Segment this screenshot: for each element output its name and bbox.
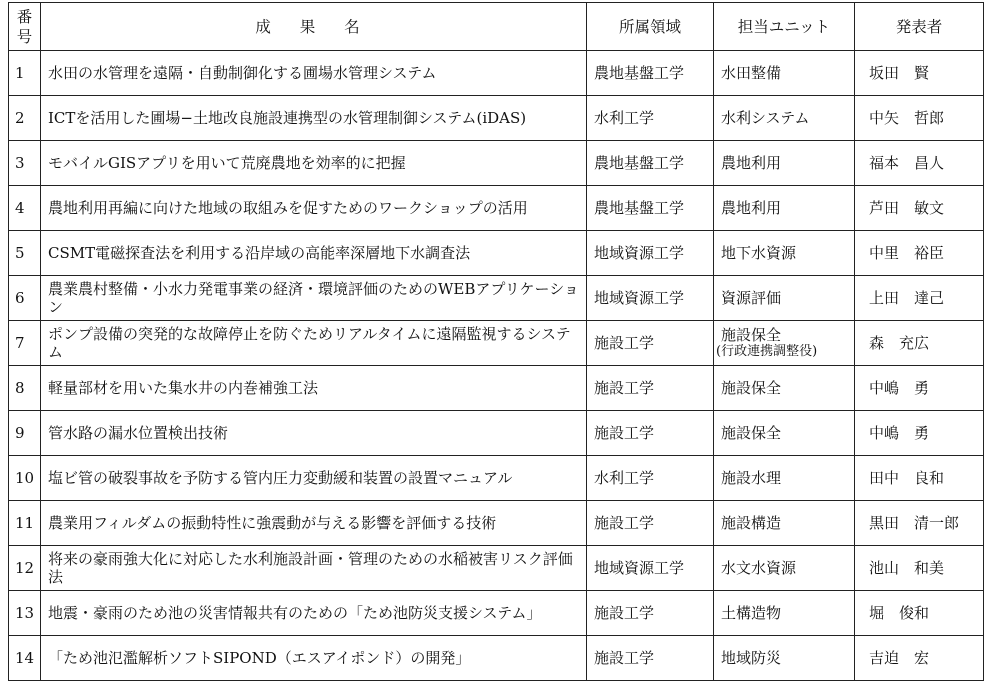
field-cell: 施設工学 bbox=[587, 366, 714, 411]
header-title: 成 果 名 bbox=[41, 3, 587, 51]
table-row bbox=[9, 96, 984, 141]
unit-name: 施設保全 bbox=[721, 326, 782, 344]
unit-sub-note: (行政連携調整役) bbox=[716, 344, 818, 359]
unit-name: 施設保全 bbox=[721, 424, 782, 442]
unit-cell bbox=[714, 546, 855, 591]
presenter-cell: 堀 俊和 bbox=[855, 591, 984, 636]
header-unit: 担当ユニット bbox=[714, 3, 855, 51]
result-title: CSMT電磁探査法を利用する沿岸域の高能率深層地下水調査法 bbox=[41, 231, 587, 276]
unit-name: 農地利用 bbox=[721, 154, 782, 172]
field-cell: 農地基盤工学 bbox=[587, 141, 714, 186]
unit-cell bbox=[714, 366, 855, 411]
row-number: 10 bbox=[9, 456, 41, 501]
result-title: モバイルGISアプリを用いて荒廃農地を効率的に把握 bbox=[41, 141, 587, 186]
results-table bbox=[8, 2, 984, 681]
field-cell: 水利工学 bbox=[587, 456, 714, 501]
unit-name: 施設構造 bbox=[721, 514, 782, 532]
row-number: 7 bbox=[9, 321, 41, 366]
presenter-cell: 芦田 敏文 bbox=[855, 186, 984, 231]
table-row bbox=[9, 366, 984, 411]
result-title: 軽量部材を用いた集水井の内巻補強工法 bbox=[41, 366, 587, 411]
field-cell: 施設工学 bbox=[587, 591, 714, 636]
unit-name: 資源評価 bbox=[721, 289, 782, 307]
unit-cell bbox=[714, 51, 855, 96]
field-cell: 地域資源工学 bbox=[587, 546, 714, 591]
field-cell: 施設工学 bbox=[587, 636, 714, 681]
table-body bbox=[9, 51, 984, 681]
result-title: 農地利用再編に向けた地域の取組みを促すためのワークショップの活用 bbox=[41, 186, 587, 231]
unit-cell bbox=[714, 636, 855, 681]
header-row bbox=[9, 3, 984, 51]
table-row bbox=[9, 276, 984, 321]
header-field: 所属領域 bbox=[587, 3, 714, 51]
unit-cell bbox=[714, 231, 855, 276]
table-row bbox=[9, 231, 984, 276]
result-title: ICTを活用した圃場−土地改良施設連携型の水管理制御システム(iDAS) bbox=[41, 96, 587, 141]
table-row bbox=[9, 411, 984, 456]
field-cell: 農地基盤工学 bbox=[587, 186, 714, 231]
unit-cell bbox=[714, 456, 855, 501]
result-title: 管水路の漏水位置検出技術 bbox=[41, 411, 587, 456]
field-cell: 地域資源工学 bbox=[587, 231, 714, 276]
presenter-cell: 池山 和美 bbox=[855, 546, 984, 591]
unit-cell bbox=[714, 186, 855, 231]
result-title: 農業農村整備・小水力発電事業の経済・環境評価のためのWEBアプリケーション bbox=[41, 276, 587, 321]
header-number bbox=[9, 3, 41, 51]
result-title: 水田の水管理を遠隔・自動制御化する圃場水管理システム bbox=[41, 51, 587, 96]
table-row bbox=[9, 546, 984, 591]
result-title: 農業用フィルダムの振動特性に強震動が与える影響を評価する技術 bbox=[41, 501, 587, 546]
unit-cell bbox=[714, 141, 855, 186]
table-row bbox=[9, 186, 984, 231]
unit-cell bbox=[714, 276, 855, 321]
row-number: 4 bbox=[9, 186, 41, 231]
presenter-cell: 黒田 清一郎 bbox=[855, 501, 984, 546]
unit-cell bbox=[714, 591, 855, 636]
result-title: ポンプ設備の突発的な故障停止を防ぐためリアルタイムに遠隔監視するシステム bbox=[41, 321, 587, 366]
presenter-cell: 吉迫 宏 bbox=[855, 636, 984, 681]
unit-cell bbox=[714, 321, 855, 366]
presenter-cell: 中里 裕臣 bbox=[855, 231, 984, 276]
presenter-cell: 上田 達己 bbox=[855, 276, 984, 321]
unit-cell bbox=[714, 96, 855, 141]
table-row bbox=[9, 501, 984, 546]
table-row bbox=[9, 456, 984, 501]
header-number-label: 番号 bbox=[16, 7, 33, 46]
unit-name: 施設保全 bbox=[721, 379, 782, 397]
result-title: 将来の豪雨強大化に対応した水利施設計画・管理のための水稲被害リスク評価法 bbox=[41, 546, 587, 591]
unit-name: 水田整備 bbox=[721, 64, 782, 82]
table-row bbox=[9, 591, 984, 636]
row-number: 3 bbox=[9, 141, 41, 186]
unit-name: 水利システム bbox=[721, 109, 810, 127]
table-row bbox=[9, 141, 984, 186]
row-number: 6 bbox=[9, 276, 41, 321]
row-number: 2 bbox=[9, 96, 41, 141]
unit-name: 地下水資源 bbox=[721, 244, 797, 262]
unit-name: 水文水資源 bbox=[721, 559, 797, 577]
row-number: 12 bbox=[9, 546, 41, 591]
row-number: 9 bbox=[9, 411, 41, 456]
presenter-cell: 中嶋 勇 bbox=[855, 366, 984, 411]
presenter-cell: 中嶋 勇 bbox=[855, 411, 984, 456]
result-title: 塩ビ管の破裂事故を予防する管内圧力変動緩和装置の設置マニュアル bbox=[41, 456, 587, 501]
field-cell: 施設工学 bbox=[587, 501, 714, 546]
row-number: 8 bbox=[9, 366, 41, 411]
row-number: 13 bbox=[9, 591, 41, 636]
field-cell: 地域資源工学 bbox=[587, 276, 714, 321]
table-row bbox=[9, 636, 984, 681]
header-presenter: 発表者 bbox=[855, 3, 984, 51]
row-number: 5 bbox=[9, 231, 41, 276]
field-cell: 水利工学 bbox=[587, 96, 714, 141]
unit-cell bbox=[714, 501, 855, 546]
presenter-cell: 坂田 賢 bbox=[855, 51, 984, 96]
field-cell: 農地基盤工学 bbox=[587, 51, 714, 96]
presenter-cell: 福本 昌人 bbox=[855, 141, 984, 186]
presenter-cell: 森 充広 bbox=[855, 321, 984, 366]
unit-name: 地域防災 bbox=[721, 649, 782, 667]
presenter-cell: 中矢 哲郎 bbox=[855, 96, 984, 141]
row-number: 1 bbox=[9, 51, 41, 96]
presenter-cell: 田中 良和 bbox=[855, 456, 984, 501]
field-cell: 施設工学 bbox=[587, 411, 714, 456]
result-title: 地震・豪雨のため池の災害情報共有のための「ため池防災支援システム」 bbox=[41, 591, 587, 636]
unit-cell bbox=[714, 411, 855, 456]
unit-name: 農地利用 bbox=[721, 199, 782, 217]
row-number: 14 bbox=[9, 636, 41, 681]
field-cell: 施設工学 bbox=[587, 321, 714, 366]
row-number: 11 bbox=[9, 501, 41, 546]
table-row bbox=[9, 321, 984, 366]
result-title: 「ため池氾濫解析ソフトSIPOND（エスアイポンド）の開発」 bbox=[41, 636, 587, 681]
unit-name: 土構造物 bbox=[721, 604, 782, 622]
unit-name: 施設水理 bbox=[721, 469, 782, 487]
table-row bbox=[9, 51, 984, 96]
